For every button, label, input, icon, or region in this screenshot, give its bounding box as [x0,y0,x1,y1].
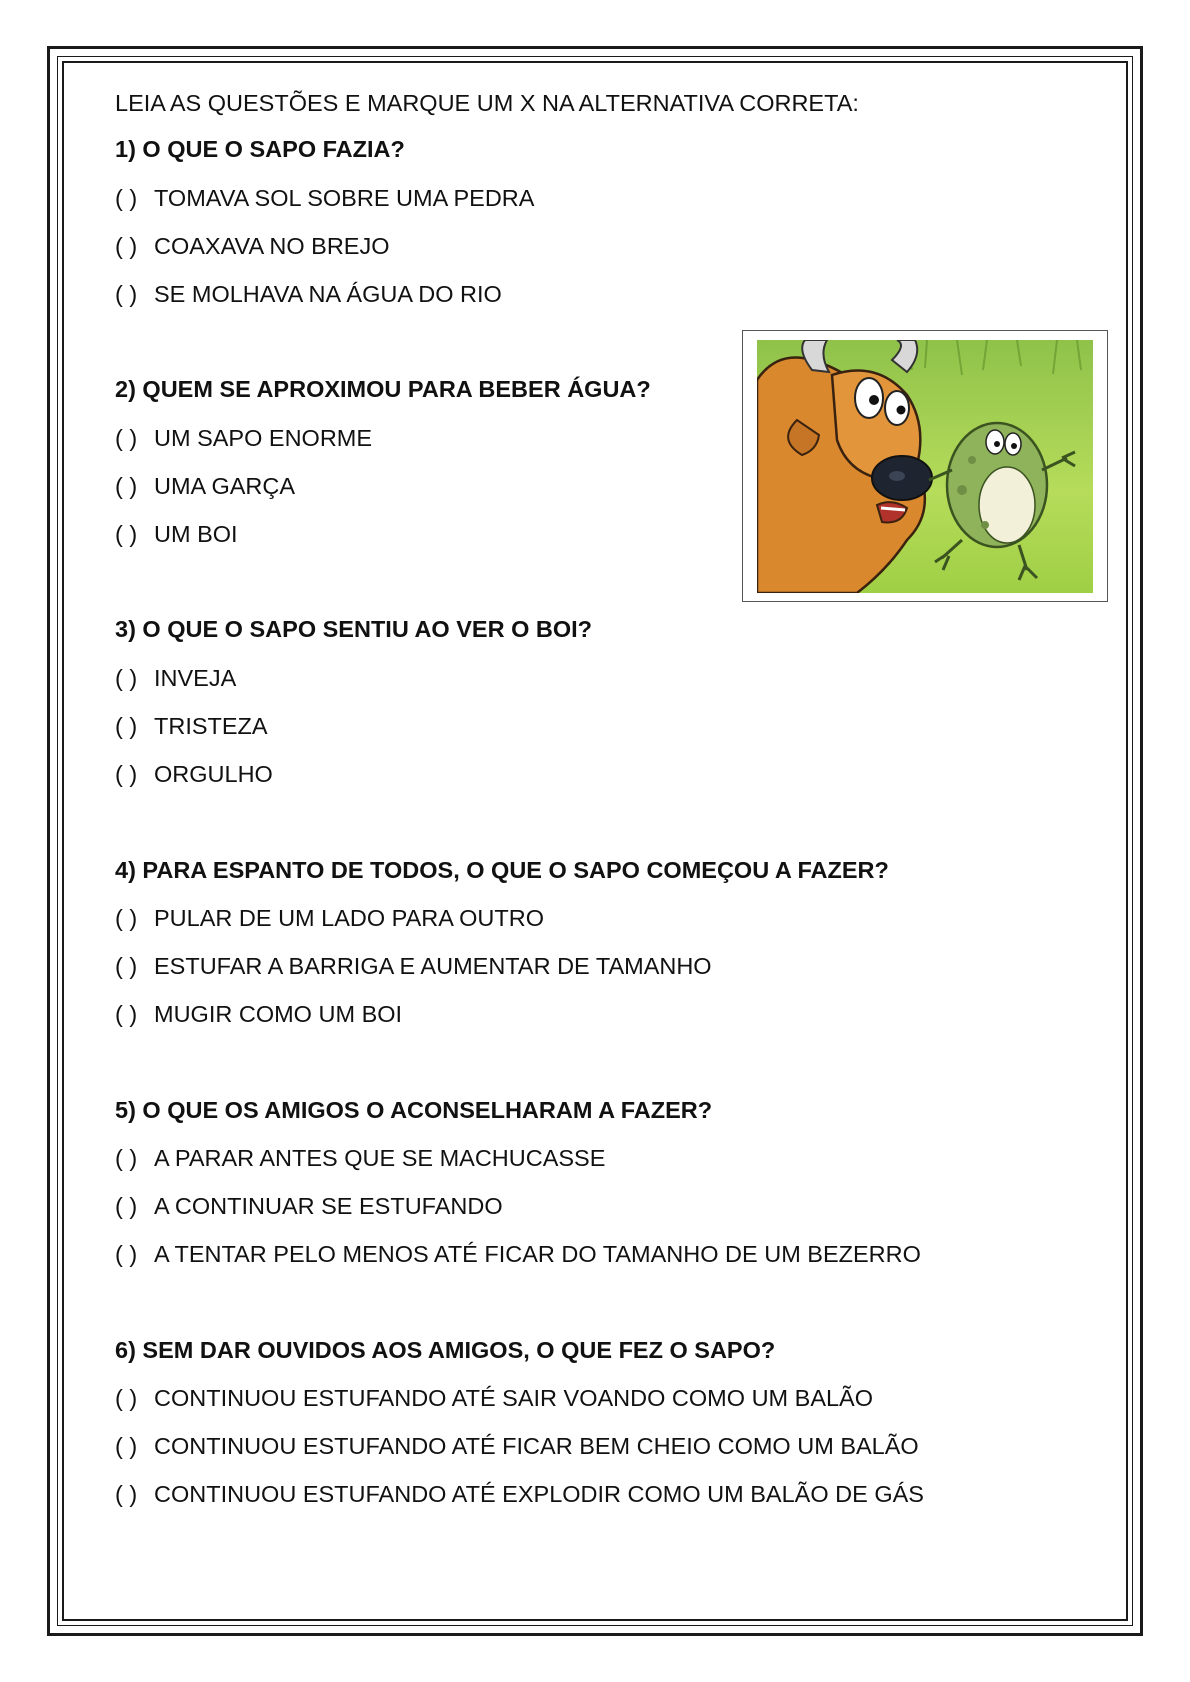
answer-checkbox: ( ) [115,473,138,499]
question-1-option-b[interactable]: ( ) COAXAVA NO BREJO [115,233,390,259]
answer-checkbox: ( ) [115,713,138,739]
question-4-option-b[interactable]: ( ) ESTUFAR A BARRIGA E AUMENTAR DE TAMANHO [115,953,712,979]
question-2-option-a[interactable]: ( ) UM SAPO ENORME [115,425,373,451]
question-1-option-c[interactable]: ( ) SE MOLHAVA NA ÁGUA DO RIO [115,281,502,307]
ox-and-frog-drawing [757,340,1093,593]
question-5-option-c[interactable]: ( ) A TENTAR PELO MENOS ATÉ FICAR DO TAMANHO DE UM BEZERRO [115,1241,921,1267]
answer-checkbox: ( ) [115,233,138,259]
question-6-option-a[interactable]: ( ) CONTINUOU ESTUFANDO ATÉ SAIR VOANDO COMO UM BALÃO [115,1385,874,1411]
answer-checkbox: ( ) [115,1193,138,1219]
question-1-title: 1) O QUE O SAPO FAZIA? [115,136,405,162]
question-5-title: 5) O QUE OS AMIGOS O ACONSELHARAM A FAZER? [115,1097,713,1123]
answer-checkbox: ( ) [115,185,138,211]
question-6-option-c[interactable]: ( ) CONTINUOU ESTUFANDO ATÉ EXPLODIR COMO UM BALÃO DE GÁS [115,1481,924,1507]
question-4-title: 4) PARA ESPANTO DE TODOS, O QUE O SAPO COMEÇOU A FAZER? [115,857,889,883]
question-3-option-c[interactable]: ( ) ORGULHO [115,761,273,787]
question-4-option-c[interactable]: ( ) MUGIR COMO UM BOI [115,1001,403,1027]
question-5-option-b[interactable]: ( ) A CONTINUAR SE ESTUFANDO [115,1193,503,1219]
answer-checkbox: ( ) [115,281,138,307]
question-6-title: 6) SEM DAR OUVIDOS AOS AMIGOS, O QUE FEZ O SAPO? [115,1337,776,1363]
ox-and-frog-illustration [742,330,1108,602]
question-3-option-a[interactable]: ( ) INVEJA [115,665,237,691]
answer-checkbox: ( ) [115,1241,138,1267]
instruction: LEIA AS QUESTÕES E MARQUE UM X NA ALTERNATIVA CORRETA: [115,90,859,116]
question-6-option-b[interactable]: ( ) CONTINUOU ESTUFANDO ATÉ FICAR BEM CHEIO COMO UM BALÃO [115,1433,919,1459]
answer-checkbox: ( ) [115,953,138,979]
answer-checkbox: ( ) [115,1433,138,1459]
answer-checkbox: ( ) [115,521,138,547]
question-2-option-c[interactable]: ( ) UM BOI [115,521,238,547]
question-5-option-a[interactable]: ( ) A PARAR ANTES QUE SE MACHUCASSE [115,1145,606,1171]
answer-checkbox: ( ) [115,425,138,451]
answer-checkbox: ( ) [115,1481,138,1507]
question-1-option-a[interactable]: ( ) TOMAVA SOL SOBRE UMA PEDRA [115,185,535,211]
answer-checkbox: ( ) [115,1385,138,1411]
answer-checkbox: ( ) [115,665,138,691]
question-3-option-b[interactable]: ( ) TRISTEZA [115,713,268,739]
answer-checkbox: ( ) [115,905,138,931]
question-2-title: 2) QUEM SE APROXIMOU PARA BEBER ÁGUA? [115,376,651,402]
question-3-title: 3) O QUE O SAPO SENTIU AO VER O BOI? [115,616,593,642]
question-4-option-a[interactable]: ( ) PULAR DE UM LADO PARA OUTRO [115,905,544,931]
answer-checkbox: ( ) [115,1145,138,1171]
question-2-option-b[interactable]: ( ) UMA GARÇA [115,473,296,499]
answer-checkbox: ( ) [115,761,138,787]
answer-checkbox: ( ) [115,1001,138,1027]
